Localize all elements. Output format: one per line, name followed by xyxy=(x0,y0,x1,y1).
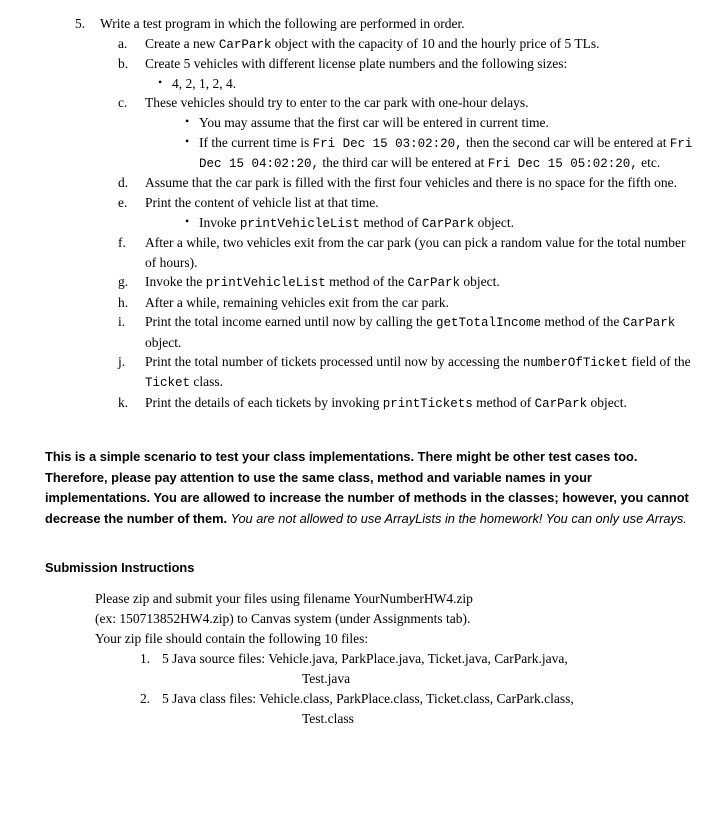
file-item-line1: 5 Java class files: Vehicle.class, ParkPlace.class, Ticket.class, CarPark.class, xyxy=(162,690,574,706)
text-span: method of xyxy=(472,394,535,410)
item-label: k. xyxy=(118,394,129,410)
file-item-text xyxy=(162,689,698,729)
item-label: a. xyxy=(118,35,128,51)
file-list xyxy=(140,649,698,729)
code-span: getTotalIncome xyxy=(435,316,541,331)
item-text xyxy=(145,272,698,292)
item-content xyxy=(145,312,698,352)
text-span: method of xyxy=(359,214,422,230)
text-span: method of the xyxy=(325,274,408,290)
file-list-item xyxy=(140,649,698,689)
item-label: d. xyxy=(118,175,129,191)
note-bold-text: This is a simple scenario to test your class implementations. There might be other test cases too. Therefore, please pay attention to use the same class, method and variable names in your implementations. You are allowed to increase the number of methods in the classes; however, you cannot decrease the number of them. xyxy=(45,448,689,527)
bullet-text xyxy=(199,133,698,174)
submission-line: (ex: 150713852HW4.zip) to Canvas system (under Assignments tab). xyxy=(95,610,471,626)
submission-intro xyxy=(95,589,698,649)
code-span: numberOfTicket xyxy=(522,356,628,371)
task-item-d xyxy=(118,173,698,193)
task-item-f xyxy=(118,233,698,272)
file-item-line2: Test.class xyxy=(302,710,354,726)
file-item-line1: 5 Java source files: Vehicle.java, ParkPlace.java, Ticket.java, CarPark.java, xyxy=(162,650,568,666)
text-span: Create 5 vehicles with different license plate numbers and the following sizes: xyxy=(145,55,568,71)
item-text xyxy=(145,293,698,313)
text-span: After a while, remaining vehicles exit from the car park. xyxy=(145,294,450,310)
item-label: g. xyxy=(118,274,129,290)
item-text xyxy=(145,193,698,213)
text-span: You may assume that the first car will be entered in current time. xyxy=(199,115,549,131)
item-content xyxy=(145,233,698,272)
submission-body xyxy=(95,589,698,729)
code-span: printTickets xyxy=(382,396,473,411)
text-span: field of the xyxy=(627,354,691,370)
task-title: Write a test program in which the following are performed in order. xyxy=(100,16,465,31)
bullet-icon: • xyxy=(158,74,163,89)
task-item-5 xyxy=(75,14,698,34)
text-span: method of the xyxy=(540,314,623,330)
code-span: Fri Dec 15 04:02:20, xyxy=(199,136,693,172)
item-text xyxy=(145,54,698,74)
item-content xyxy=(145,193,698,233)
item-content xyxy=(145,352,698,393)
task-item-i xyxy=(118,312,698,352)
item-text xyxy=(145,93,698,113)
text-span: Print the total number of tickets processed until now by accessing the xyxy=(145,354,523,370)
text-span: Invoke xyxy=(199,214,240,230)
task-item-c xyxy=(118,93,698,173)
text-span: Assume that the car park is filled with the first four vehicles and there is no space for the fifth one. xyxy=(145,175,677,191)
item-content xyxy=(145,34,698,54)
code-span: Fri Dec 15 03:02:20, xyxy=(312,136,463,151)
item-label: j. xyxy=(118,354,126,370)
bullet-icon: • xyxy=(185,213,190,228)
code-span: Ticket xyxy=(145,376,191,391)
text-span: Print the details of each tickets by invoking xyxy=(145,394,383,410)
item-text xyxy=(145,312,698,352)
item-text xyxy=(145,173,698,193)
text-span: After a while, two vehicles exit from the car park (you can pick a random value for the total number of hours). xyxy=(145,234,686,270)
text-span: etc. xyxy=(637,155,661,171)
task-item-a xyxy=(118,34,698,54)
item-content xyxy=(145,393,698,413)
item-content xyxy=(145,173,698,193)
task-subitems xyxy=(45,34,698,413)
task-item-b xyxy=(118,54,698,93)
item-content xyxy=(145,272,698,292)
text-span: Print the total income earned until now by calling the xyxy=(145,314,436,330)
bullet-item xyxy=(158,74,698,94)
bullet-item xyxy=(185,113,698,133)
item-content xyxy=(145,293,698,313)
text-span: Create a new xyxy=(145,35,219,51)
submission-line: Please zip and submit your files using filename YourNumberHW4.zip xyxy=(95,590,473,606)
bullet-icon: • xyxy=(185,133,190,148)
task-item-h xyxy=(118,293,698,313)
item-content xyxy=(145,54,698,93)
bullet-item xyxy=(185,133,698,174)
text-span: then the second car will be entered at xyxy=(462,134,670,150)
text-span: class. xyxy=(190,374,224,390)
code-span: CarPark xyxy=(534,396,588,411)
bullet-icon: • xyxy=(185,114,190,129)
task-item-k xyxy=(118,393,698,413)
item-label: c. xyxy=(118,95,128,111)
submission-heading: Submission Instructions xyxy=(45,559,195,575)
bullet-item xyxy=(185,213,698,233)
text-span: Invoke the xyxy=(145,274,206,290)
code-span: printVehicleList xyxy=(239,216,360,231)
code-span: printVehicleList xyxy=(205,276,326,291)
code-span: CarPark xyxy=(218,37,272,52)
text-span: If the current time is xyxy=(199,134,313,150)
item-label: h. xyxy=(118,294,129,310)
text-span: object. xyxy=(145,334,182,350)
task-item-e xyxy=(118,193,698,233)
file-item-text xyxy=(162,649,698,689)
text-span: 4, 2, 1, 2, 4. xyxy=(172,75,237,91)
item-text xyxy=(145,352,698,393)
text-span: object. xyxy=(460,274,500,290)
bullet-text xyxy=(172,74,698,94)
text-span: object. xyxy=(587,394,627,410)
bullet-text xyxy=(199,213,698,233)
bullet-text xyxy=(199,113,698,133)
code-span: CarPark xyxy=(407,276,461,291)
item-label: i. xyxy=(118,314,126,330)
code-span: Fri Dec 15 05:02:20, xyxy=(487,157,638,172)
list-number: 5. xyxy=(75,16,86,31)
item-content xyxy=(145,93,698,173)
item-text xyxy=(145,393,698,413)
text-span: object. xyxy=(474,214,515,230)
task-list xyxy=(45,14,698,413)
item-text xyxy=(145,233,698,272)
text-span: Print the content of vehicle list at that time. xyxy=(145,194,379,210)
file-item-line2: Test.java xyxy=(302,670,351,686)
code-span: CarPark xyxy=(421,216,475,231)
file-list-item xyxy=(140,689,698,729)
text-span: object with the capacity of 10 and the hourly price of 5 TLs. xyxy=(271,35,600,51)
note-paragraph xyxy=(45,447,695,530)
task-item-g xyxy=(118,272,698,292)
code-span: CarPark xyxy=(622,316,676,331)
task-item-j xyxy=(118,352,698,393)
item-label: e. xyxy=(118,194,128,210)
item-text xyxy=(145,34,698,54)
text-span: These vehicles should try to enter to the car park with one-hour delays. xyxy=(145,95,529,111)
item-label: b. xyxy=(118,55,129,71)
submission-line: Your zip file should contain the following 10 files: xyxy=(95,630,369,646)
file-item-number: 1. xyxy=(140,650,151,666)
file-item-number: 2. xyxy=(140,690,151,706)
note-italic-text: You are not allowed to use ArrayLists in the homework! You can only use Arrays. xyxy=(230,511,687,527)
text-span: the third car will be entered at xyxy=(319,155,488,171)
item-label: f. xyxy=(118,234,126,250)
